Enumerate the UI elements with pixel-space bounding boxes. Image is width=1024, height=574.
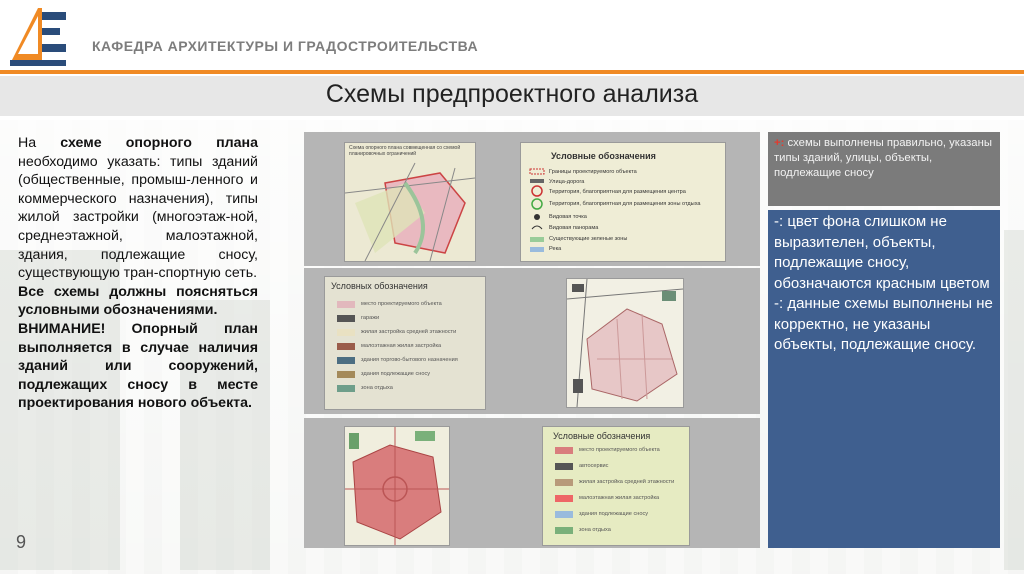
scheme-2-legend-item: гаражи (361, 315, 380, 321)
scheme-2-swatch (337, 315, 355, 322)
scheme-3-swatch (555, 463, 573, 470)
scheme-1-legend-item: Улица-дорога (549, 179, 585, 185)
instructions-p3: ВНИМАНИЕ! Опорный план выполняется в случае наличия зданий или сооружений, подлежащих сносу в месте проектирования нового объекта. (18, 320, 258, 412)
negative-note (768, 210, 1000, 548)
scheme-1-legend-item: Видовая панорама (549, 225, 599, 231)
department-name: КАФЕДРА АРХИТЕКТУРЫ И ГРАДОСТРОИТЕЛЬСТВА (92, 38, 479, 54)
background-building (1004, 230, 1024, 570)
scheme-1-legend-item: Территория, благоприятная для размещения центра (549, 189, 686, 195)
scheme-3-legend-item: жилая застройка средней этажности (579, 479, 675, 485)
scheme-3-legend-item: малоэтажная жилая застройка (579, 495, 660, 501)
scheme-2-legend (324, 276, 486, 410)
scheme-3-legend-item: место проектируемого объекта (579, 447, 660, 453)
scheme-3-legend-item: автосервис (579, 463, 609, 469)
negative-note-1: -: цвет фона слишком не выразителен, объекты, подлежащие сносу, обозначаются красным цветом (774, 213, 990, 292)
scheme-1-legend-swatches (527, 167, 549, 257)
department-logo-icon (6, 4, 70, 68)
scheme-1-map-drawing (345, 143, 475, 261)
scheme-2-legend-item: здания торгово-бытового назначения (361, 357, 458, 363)
instructions-p1-rest: необходимо указать: типы зданий (общественные, промыш-ленного и коммерческого назначения), типы жилой застройки (многоэтаж-ной, среднеэтажной, малоэтажной, здания, подлежащие сносу, существующую тран-спортную сеть. (18, 153, 258, 282)
scheme-3-swatch (555, 511, 573, 518)
scheme-2-swatch (337, 385, 355, 392)
scheme-3-legend-title: Условные обозначения (553, 431, 651, 441)
scheme-1-legend-title: Условные обозначения (551, 151, 656, 161)
title-band (0, 76, 1024, 116)
scheme-2-legend-item: место проектируемого объекта (361, 301, 442, 307)
scheme-2-legend-item: жилая застройка средней этажности (361, 329, 457, 335)
scheme-2-map (566, 278, 684, 408)
positive-note-text: схемы выполнены правильно, указаны типы зданий, улицы, объекты, подлежащие сносу (774, 137, 992, 179)
scheme-3-map-drawing (345, 427, 449, 545)
scheme-1-caption: Схема опорного плана совмещенная со схемой планировочных ограничений (349, 145, 461, 157)
scheme-1-legend-item: Река (549, 246, 562, 252)
scheme-2-swatch (337, 343, 355, 350)
negative-note-2: -: данные схемы выполнены не корректно, не указаны объекты, подлежащие сносу. (774, 295, 993, 353)
header (0, 0, 1024, 72)
page-number: 9 (16, 532, 27, 552)
scheme-2-swatch (337, 329, 355, 336)
instructions-p1-start: На (18, 135, 61, 151)
scheme-2-legend-item: здания подлежащие сносу (361, 371, 431, 377)
scheme-3-map (344, 426, 450, 546)
positive-note (768, 132, 1000, 206)
instructions-text (18, 134, 258, 413)
scheme-2-map-drawing (567, 279, 683, 407)
scheme-3-legend-item: зона отдыха (579, 527, 611, 533)
instructions-p1-bold: схеме опорного плана (60, 135, 259, 151)
scheme-1-legend-item: Границы проектируемого объекта (549, 169, 637, 175)
scheme-2-legend-item: малоэтажная жилая застройка (361, 343, 442, 349)
scheme-3-swatch (555, 527, 573, 534)
scheme-1-map (344, 142, 476, 262)
scheme-3-legend-item: здания подлежащие сносу (579, 511, 649, 517)
scheme-1-legend (520, 142, 726, 262)
scheme-2-legend-item: зона отдыха (361, 385, 393, 391)
scheme-3-legend (542, 426, 690, 546)
instructions-p2: Все схемы должны поясняться условными обозначениями. (18, 283, 258, 319)
scheme-3-swatch (555, 495, 573, 502)
scheme-3-swatch (555, 479, 573, 486)
scheme-1-legend-item: Территория, благоприятная для размещения зоны отдыха (549, 201, 701, 207)
positive-marker: +: (774, 137, 785, 149)
header-divider (0, 70, 1024, 74)
scheme-2-swatch (337, 301, 355, 308)
scheme-1-legend-item: Видовая точка (549, 214, 587, 220)
scheme-1-legend-item: Существующие зеленые зоны (549, 236, 628, 242)
scheme-3-swatch (555, 447, 573, 454)
scheme-2-legend-title: Условных обозначения (331, 281, 428, 291)
scheme-2-swatch (337, 357, 355, 364)
scheme-2-swatch (337, 371, 355, 378)
slide-title: Схемы предпроектного анализа (325, 80, 699, 108)
